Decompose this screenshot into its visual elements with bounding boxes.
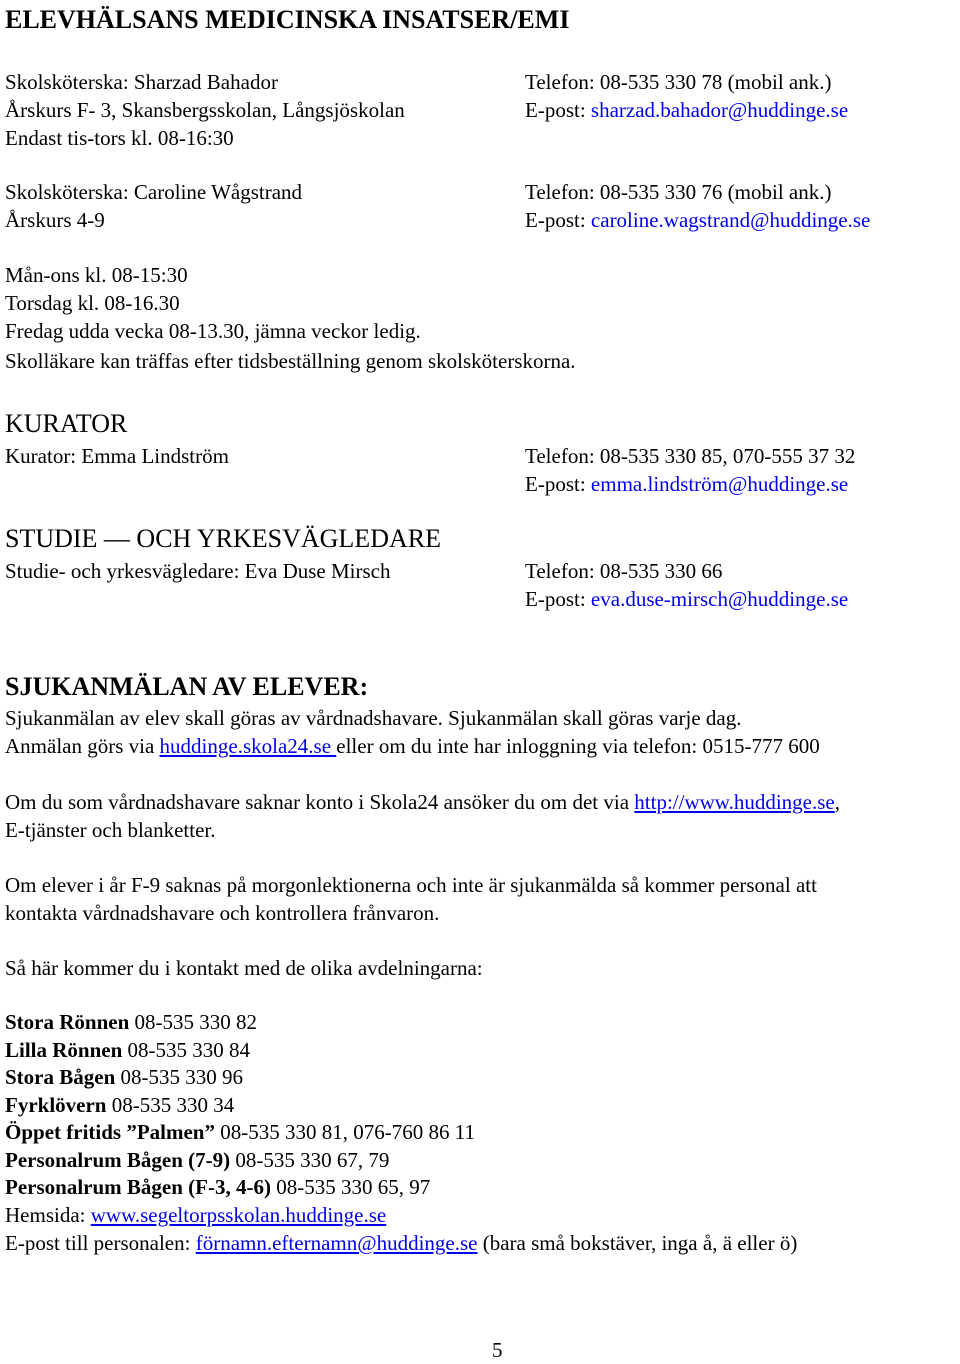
syv-name: Studie- och yrkesvägledare: Eva Duse Mirsch xyxy=(5,559,391,583)
department-phone: 08-535 330 84 xyxy=(122,1038,251,1062)
sick-heading: SJUKANMÄLAN AV ELEVER: xyxy=(5,672,369,701)
sick-line-2-rest: eller om du inte har inloggning via telefon: 0515-777 600 xyxy=(336,734,820,758)
department-row xyxy=(5,1063,243,1091)
department-row xyxy=(5,1118,475,1146)
syv-heading: STUDIE — OCH YRKESVÄGLEDARE xyxy=(5,524,441,553)
email-label: E-post: xyxy=(525,98,591,122)
department-phone: 08-535 330 34 xyxy=(106,1093,235,1117)
department-name: Stora Bågen xyxy=(5,1065,116,1089)
department-name: Personalrum Bågen (7-9) xyxy=(5,1148,231,1172)
staff-email-line xyxy=(5,1229,797,1257)
nurse1-grades: Årskurs F- 3, Skansbergsskolan, Långsjöskolan xyxy=(5,98,405,122)
nurse1-email-line xyxy=(525,96,848,124)
nurse1-name: Skolsköterska: Sharzad Bahador xyxy=(5,70,278,94)
hours-thursday: Torsdag kl. 08-16.30 xyxy=(5,291,180,315)
department-name: Stora Rönnen xyxy=(5,1010,130,1034)
sick-line-3-text: Om du som vårdnadshavare saknar konto i Skola24 ansöker du om det via xyxy=(5,790,635,814)
hours-friday: Fredag udda vecka 08-13.30, jämna veckor ledig. xyxy=(5,319,421,343)
skola24-link[interactable]: huddinge.skola24.se xyxy=(159,734,337,758)
sick-line-2-text: Anmälan görs via xyxy=(5,734,160,758)
sick-line-7: Så här kommer du i kontakt med de olika avdelningarna: xyxy=(5,956,483,980)
department-name: Fyrklövern xyxy=(5,1093,107,1117)
email-label: E-post: xyxy=(525,472,591,496)
kurator-email-link[interactable]: emma.lindström@huddinge.se xyxy=(590,472,849,496)
huddinge-link[interactable]: http://www.huddinge.se xyxy=(634,790,835,814)
website-line xyxy=(5,1201,386,1229)
nurse2-name: Skolsköterska: Caroline Wågstrand xyxy=(5,180,303,204)
department-row xyxy=(5,1008,257,1036)
nurse2-email-line xyxy=(525,206,870,234)
sick-line-1: Sjukanmälan av elev skall göras av vårdnadshavare. Sjukanmälan skall göras varje dag. xyxy=(5,706,742,730)
staff-email-note: (bara små bokstäver, inga å, ä eller ö) xyxy=(477,1231,798,1255)
department-phone: 08-535 330 67, 79 xyxy=(230,1148,390,1172)
sick-line-5: Om elever i år F-9 saknas på morgonlektionerna och inte är sjukanmälda så kommer personal att xyxy=(5,873,817,897)
department-row xyxy=(5,1036,250,1064)
email-label: E-post: xyxy=(525,587,591,611)
website-link[interactable]: www.segeltorpsskolan.huddinge.se xyxy=(90,1203,387,1227)
nurse2-grades: Årskurs 4-9 xyxy=(5,208,105,232)
nurse1-phone: Telefon: 08-535 330 78 (mobil ank.) xyxy=(525,70,832,94)
department-row xyxy=(5,1173,430,1201)
hours-mon-wed: Mån-ons kl. 08-15:30 xyxy=(5,263,188,287)
department-name: Lilla Rönnen xyxy=(5,1038,123,1062)
sick-line-2 xyxy=(5,732,820,760)
department-row xyxy=(5,1091,234,1119)
page-number: 5 xyxy=(492,1338,503,1362)
department-phone: 08-535 330 65, 97 xyxy=(270,1175,431,1199)
kurator-name: Kurator: Emma Lindström xyxy=(5,444,229,468)
staff-email-link[interactable]: förnamn.efternamn@huddinge.se xyxy=(195,1231,478,1255)
sick-line-3-rest: , xyxy=(834,790,841,814)
department-name: Personalrum Bågen (F-3, 4-6) xyxy=(5,1175,271,1199)
nurse2-phone: Telefon: 08-535 330 76 (mobil ank.) xyxy=(525,180,832,204)
sick-line-3 xyxy=(5,788,840,816)
website-label: Hemsida: xyxy=(5,1203,91,1227)
syv-email-link[interactable]: eva.duse-mirsch@huddinge.se xyxy=(590,587,849,611)
syv-phone: Telefon: 08-535 330 66 xyxy=(525,559,723,583)
kurator-heading: KURATOR xyxy=(5,409,128,438)
nurse1-hours: Endast tis-tors kl. 08-16:30 xyxy=(5,126,234,150)
nurse2-email-link[interactable]: caroline.wagstrand@huddinge.se xyxy=(590,208,871,232)
department-phone: 08-535 330 96 xyxy=(115,1065,243,1089)
sick-line-6: kontakta vårdnadshavare och kontrollera frånvaron. xyxy=(5,901,440,925)
doctor-note: Skolläkare kan träffas efter tidsbeställning genom skolsköterskorna. xyxy=(5,349,576,373)
syv-email-line xyxy=(525,585,848,613)
kurator-email-line xyxy=(525,470,848,498)
department-row xyxy=(5,1146,389,1174)
kurator-phone: Telefon: 08-535 330 85, 070-555 37 32 xyxy=(525,444,856,468)
sick-line-4: E-tjänster och blanketter. xyxy=(5,818,216,842)
nurse1-email-link[interactable]: sharzad.bahador@huddinge.se xyxy=(590,98,849,122)
department-phone: 08-535 330 81, 076-760 86 11 xyxy=(215,1120,475,1144)
department-phone: 08-535 330 82 xyxy=(129,1010,258,1034)
emi-heading: ELEVHÄLSANS MEDICINSKA INSATSER/EMI xyxy=(5,5,570,34)
staff-email-label: E-post till personalen: xyxy=(5,1231,196,1255)
email-label: E-post: xyxy=(525,208,591,232)
department-name: Öppet fritids ”Palmen” xyxy=(5,1120,215,1144)
